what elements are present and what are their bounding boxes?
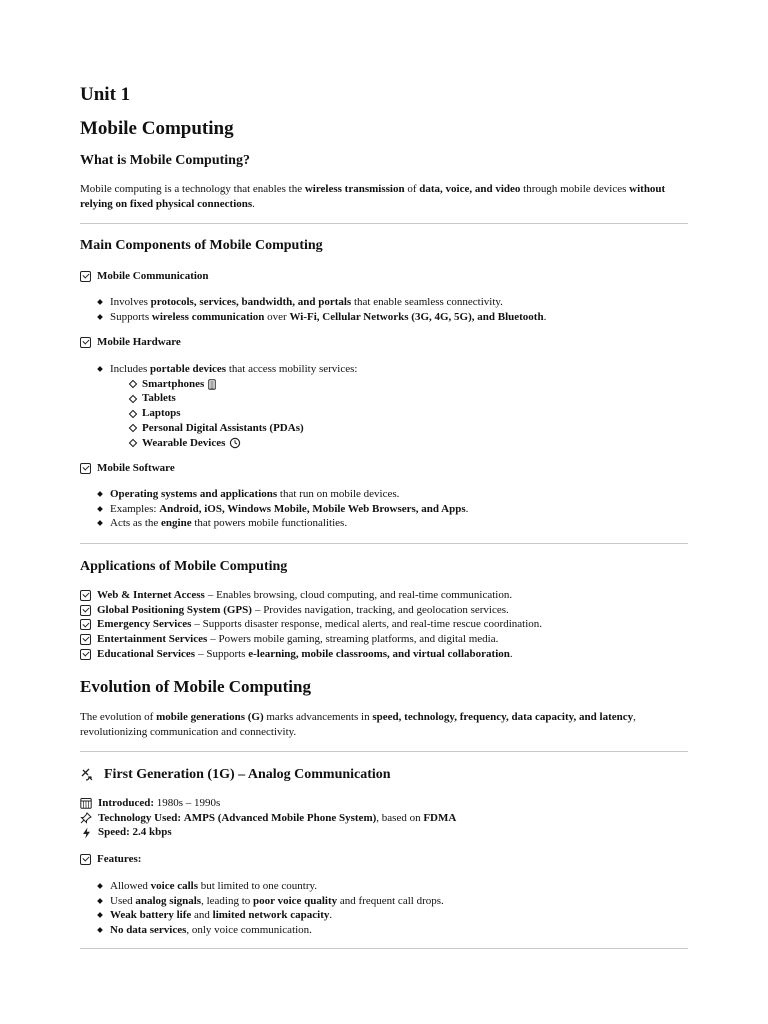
list-item: Emergency Services – Supports disaster response, medical alerts, and real-time rescue coordination. — [80, 617, 700, 632]
divider — [80, 751, 688, 752]
components-heading: Main Components of Mobile Computing — [80, 238, 323, 253]
satellite-icon — [80, 767, 95, 782]
hardware-list — [80, 362, 700, 450]
applications-list — [80, 588, 700, 662]
software-label: Mobile Software — [80, 461, 175, 475]
features-list — [80, 879, 700, 938]
evolution-heading: Evolution of Mobile Computing — [80, 677, 311, 696]
list-item: Weak battery life and limited network capacity. — [80, 908, 700, 923]
checkbox-icon — [80, 854, 91, 865]
checkbox-icon — [80, 619, 91, 630]
list-item: Involves protocols, services, bandwidth, and portals that enable seamless connectivity. — [80, 295, 700, 310]
divider — [80, 948, 688, 949]
list-item: Personal Digital Assistants (PDAs) — [110, 421, 700, 436]
software-list — [80, 487, 700, 531]
list-item: Entertainment Services – Powers mobile gaming, streaming platforms, and digital media. — [80, 632, 700, 647]
applications-heading: Applications of Mobile Computing — [80, 559, 288, 574]
list-item: Web & Internet Access – Enables browsing, cloud computing, and real-time communication. — [80, 588, 700, 603]
hardware-label: Mobile Hardware — [80, 335, 181, 349]
technology-row: Technology Used: AMPS (Advanced Mobile Phone System) , based on FDMA — [80, 811, 700, 826]
list-item: Global Positioning System (GPS) – Provides navigation, tracking, and geolocation services. — [80, 603, 700, 618]
list-item: Examples: Android, iOS, Windows Mobile, Mobile Web Browsers, and Apps. — [80, 502, 700, 517]
communication-label: Mobile Communication — [80, 269, 209, 283]
list-item: Tablets — [110, 391, 700, 406]
divider — [80, 223, 688, 224]
unit-heading: Unit 1 — [80, 84, 131, 105]
device-list — [110, 377, 700, 451]
list-item: Smartphones — [110, 377, 700, 392]
intro-paragraph: Mobile computing is a technology that enables the wireless transmission of data, voice, and video through mobile devices without relying on fixed physical connections. — [80, 183, 666, 210]
page-title: Mobile Computing — [80, 118, 234, 139]
divider — [80, 543, 688, 544]
list-item: Supports wireless communication over Wi-Fi, Cellular Networks (3G, 4G, 5G), and Bluetooth. — [80, 310, 700, 325]
checkbox-icon — [80, 634, 91, 645]
pin-icon — [80, 812, 92, 824]
communication-list — [80, 295, 700, 324]
checkbox-icon — [80, 463, 91, 474]
list-item: Allowed voice calls but limited to one country. — [80, 879, 700, 894]
checkbox-icon — [80, 605, 91, 616]
lightning-icon — [82, 827, 91, 839]
calendar-icon — [80, 797, 92, 809]
list-item: No data services, only voice communication. — [80, 923, 700, 938]
checkbox-icon — [80, 337, 91, 348]
first-gen-meta — [80, 796, 700, 840]
list-item: Laptops — [110, 406, 700, 421]
features-label: Features: — [80, 852, 141, 866]
list-item: Acts as the engine that powers mobile functionalities. — [80, 516, 700, 531]
speed-row: Speed: 2.4 kbps — [80, 825, 700, 840]
list-item: Includes portable devices that access mobility services: Smartphones Tablets Laptops Personal Digital Assistants (PDAs) Wearable Devices — [80, 362, 700, 450]
phone-icon — [208, 379, 216, 390]
list-item: Operating systems and applications that run on mobile devices. — [80, 487, 700, 502]
evolution-paragraph: The evolution of mobile generations (G) marks advancements in speed, technology, frequency, data capacity, and latency, revolutionizing communication and connectivity. — [80, 711, 636, 738]
watch-icon — [229, 437, 241, 449]
introduced-row: Introduced: 1980s – 1990s — [80, 796, 700, 811]
checkbox-icon — [80, 271, 91, 282]
first-gen-heading: First Generation (1G) – Analog Communication — [80, 766, 391, 783]
what-is-heading: What is Mobile Computing? — [80, 153, 250, 168]
checkbox-icon — [80, 590, 91, 601]
checkbox-icon — [80, 649, 91, 660]
list-item: Wearable Devices — [110, 436, 700, 451]
list-item: Educational Services – Supports e-learning, mobile classrooms, and virtual collaboration . — [80, 647, 700, 662]
list-item: Used analog signals, leading to poor voice quality and frequent call drops. — [80, 894, 700, 909]
